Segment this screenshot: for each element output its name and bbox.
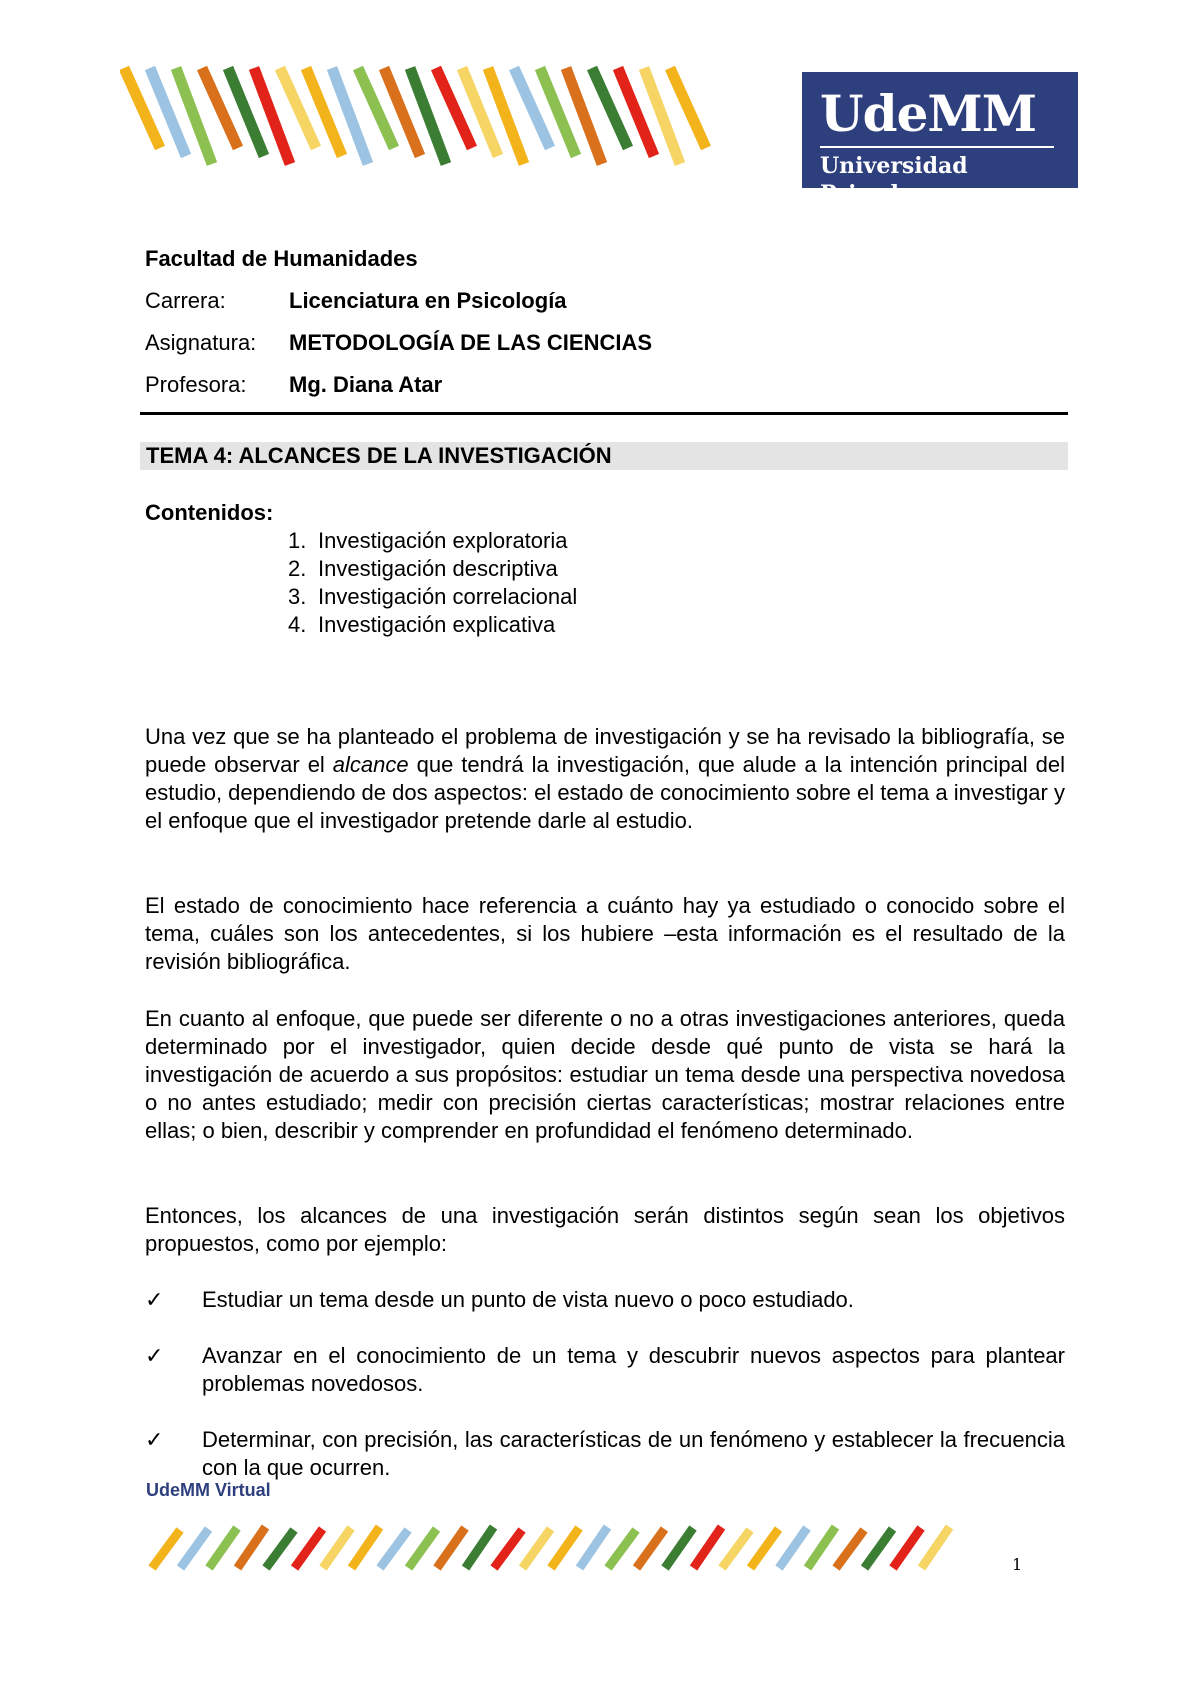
header-decorative-stripes — [120, 62, 720, 172]
paragraph-2: El estado de conocimiento hace referencia a cuánto hay ya estudiado o conocido sobre el tema, cuáles son los antecedentes, si los hubiere –esta información es el resultado de la revisión bibliográfica. — [145, 893, 1065, 974]
stripe — [352, 1527, 380, 1568]
stripe — [580, 1527, 608, 1568]
list-item — [288, 583, 577, 611]
page-number: 1 — [1012, 1555, 1023, 1574]
logo-sub-text: Universidad Privada — [820, 153, 968, 207]
stripe — [523, 1529, 551, 1568]
paragraph-3: En cuanto al enfoque, que puede ser diferente o no a otras investigaciones anteriores, queda determinado por el investigador, quien decide desde qué punto de vista se hará la investigación de acuerdo a sus propósitos: estudiar un tema desde una perspectiva novedosa o no antes estudiado; medir con precisión ciertas características; mostrar relaciones entre ellas; o bien, describir y comprender en profundidad el fenómeno determinado. — [145, 1006, 1065, 1143]
item-number: 4. — [288, 612, 307, 637]
subject-label: Asignatura: — [145, 330, 257, 355]
subject-value: METODOLOGÍA DE LAS CIENCIAS — [289, 330, 653, 355]
stripe — [380, 1530, 408, 1568]
bullet-text: Determinar, con precisión, las características de un fenómeno y establecer la frecuencia con la que ocurren. — [202, 1427, 1065, 1480]
stripe — [551, 1528, 579, 1568]
stripe — [808, 1527, 836, 1568]
paragraph-4: Entonces, los alcances de una investigación serán distintos según sean los objetivos propuestos, como por ejemplo: — [145, 1203, 1065, 1256]
stripe — [893, 1528, 921, 1568]
stripe — [266, 1530, 294, 1568]
teacher-label: Profesora: — [145, 372, 247, 397]
stripe — [694, 1527, 722, 1568]
contents-list — [288, 527, 577, 639]
stripe — [466, 1527, 494, 1568]
stripe — [608, 1530, 636, 1568]
stripe — [323, 1528, 351, 1568]
item-text: Investigación descriptiva — [318, 556, 558, 581]
item-text: Investigación correlacional — [318, 584, 578, 609]
item-number: 1. — [288, 528, 307, 553]
career-label: Carrera: — [145, 288, 226, 313]
logo-divider — [820, 146, 1054, 148]
list-item — [288, 555, 577, 583]
checkmark-icon: ✓ — [145, 1287, 164, 1312]
logo-main-text: UdeMM — [820, 84, 1037, 143]
stripe — [181, 1529, 209, 1568]
stripe — [295, 1529, 323, 1568]
faculty-name: Facultad de Humanidades — [145, 246, 418, 271]
item-text: Investigación explicativa — [318, 612, 556, 637]
footer-decorative-stripes — [148, 1522, 978, 1572]
paragraph-1-text-cont: que tendrá la investigación, que alude a la intención principal del estudio, dependiendo de dos aspectos: el estado de conocimiento sobre el tema a investigar y el enfoque que el investigador pretende darle al estudio. — [145, 752, 1065, 833]
teacher-value: Mg. Diana Atar — [289, 372, 443, 397]
bullet-text: Avanzar en el conocimiento de un tema y descubrir nuevos aspectos para plantear problemas novedosos. — [202, 1343, 1065, 1396]
stripe — [437, 1528, 465, 1568]
stripe — [238, 1527, 266, 1568]
bullet-text: Estudiar un tema desde un punto de vista nuevo o poco estudiado. — [202, 1287, 854, 1312]
paragraph-1-text: Una vez que se ha planteado el problema de investigación y se ha revisado la bibliografía, se puede observar el — [145, 724, 1065, 777]
stripe — [779, 1528, 807, 1568]
paragraph-1 — [145, 723, 1065, 835]
item-text: Investigación exploratoria — [318, 528, 568, 553]
stripe — [209, 1528, 237, 1568]
stripe — [836, 1530, 864, 1568]
footer-brand: UdeMM Virtual — [146, 1480, 271, 1500]
checkmark-icon: ✓ — [145, 1427, 164, 1452]
udemm-logo — [802, 72, 1078, 207]
list-item — [288, 611, 577, 639]
stripe — [152, 1530, 180, 1568]
contents-title: Contenidos: — [145, 500, 274, 525]
topic-title: TEMA 4: ALCANCES DE LA INVESTIGACIÓN — [146, 443, 612, 468]
list-item — [288, 527, 577, 555]
term-alcance: alcance — [332, 752, 409, 777]
header-divider — [140, 412, 1068, 415]
stripe — [637, 1529, 665, 1568]
career-value: Licenciatura en Psicología — [289, 288, 567, 313]
stripe — [751, 1529, 779, 1568]
stripe — [409, 1529, 437, 1568]
stripe — [494, 1530, 522, 1568]
topic-banner — [140, 442, 1068, 470]
stripe — [665, 1528, 693, 1568]
stripe — [722, 1530, 750, 1568]
stripe — [922, 1527, 950, 1568]
stripe — [865, 1529, 893, 1568]
item-number: 3. — [288, 584, 307, 609]
stripe — [670, 68, 706, 148]
item-number: 2. — [288, 556, 307, 581]
checkmark-icon: ✓ — [145, 1343, 164, 1368]
